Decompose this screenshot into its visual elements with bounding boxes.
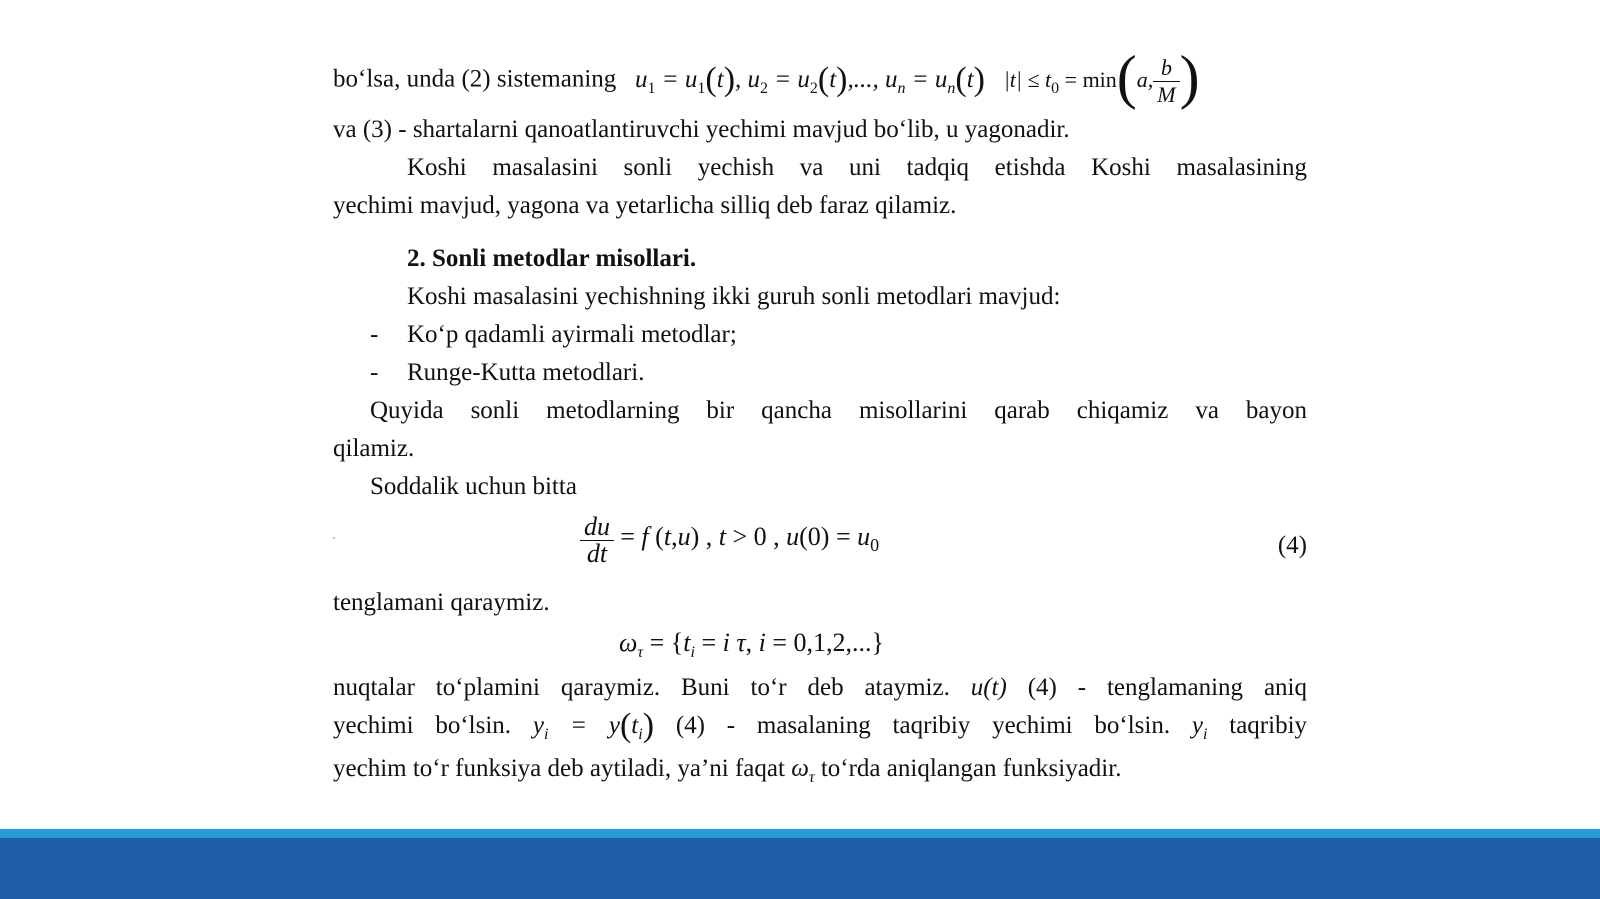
equation-number: (4)	[1277, 532, 1307, 559]
list-marker: -	[370, 359, 379, 386]
solution-formula: $u_1 = u_1(t)$, $u_2 = u_2(t)$,..., $u_n = u_n(t)$	[635, 60, 985, 98]
equation-4	[333, 514, 1307, 578]
slide-footer-bar	[0, 829, 1600, 899]
para3-line2: yechimi bo‘lsin. $y_i = y(t_i)$ (4) - masalaning taqribiy yechimi bo‘lsin. $y_i$ taqribiy	[333, 707, 1308, 744]
text-line-3: Koshi masalasini sonli yechish va uni tadqiq etishda Koshi masalasining	[407, 154, 1307, 181]
after-eq4-line: tenglamani qaraymiz.	[333, 589, 550, 616]
du-dt-fraction: $\frac{du}{dt}$	[580, 514, 614, 567]
para3-line1: nuqtalar to‘plamini qaraymiz. Buni to‘r deb ataymiz. u(t) (4) - tenglamaning aniq	[333, 674, 1307, 701]
slide-footer-accent	[0, 829, 1600, 838]
list-item-text: Ko‘p qadamli ayirmali metodlar;	[407, 321, 737, 348]
text-line-2: va (3) - shartalarni qanoatlantiruvchi yechimi mavjud bo‘lib, u yagonadir.	[333, 116, 1070, 143]
interval-formula: $|t| \le t_0 = \min(a$, $\frac{b}{M}$ )	[1003, 43, 1200, 110]
intro-line: Koshi masalasini yechishning ikki guruh sonli metodlari mavjud:	[407, 283, 1061, 310]
para3-line3: yechim to‘r funksiya deb aytiladi, ya’ni faqat $\omega_\tau$ to‘rda aniqlangan funksiyadir.	[333, 755, 1122, 786]
section-heading: 2. Sonli metodlar misollari.	[407, 245, 697, 272]
para1-line2: qilamiz.	[333, 435, 415, 462]
stray-dot	[333, 537, 335, 539]
para2-line: Soddalik uchun bitta	[370, 473, 577, 500]
eq4-formula: $\frac{du}{dt}$ = f (t,u) , t > 0 , $u(0) = u_0$	[580, 514, 879, 567]
text-line-1	[333, 43, 1307, 110]
list-item-text: Runge-Kutta metodlari.	[407, 359, 645, 386]
list-marker: -	[370, 321, 379, 348]
line1-text: bo‘lsa, unda (2) sistemaning	[333, 65, 617, 93]
text-line-4: yechimi mavjud, yagona va yetarlicha silliq deb faraz qilamiz.	[333, 192, 957, 219]
b-over-m-fraction: $\frac{b}{M}$	[1153, 55, 1179, 108]
para1-line1: Quyida sonli metodlarning bir qancha misollarini qarab chiqamiz va bayon	[370, 397, 1307, 424]
